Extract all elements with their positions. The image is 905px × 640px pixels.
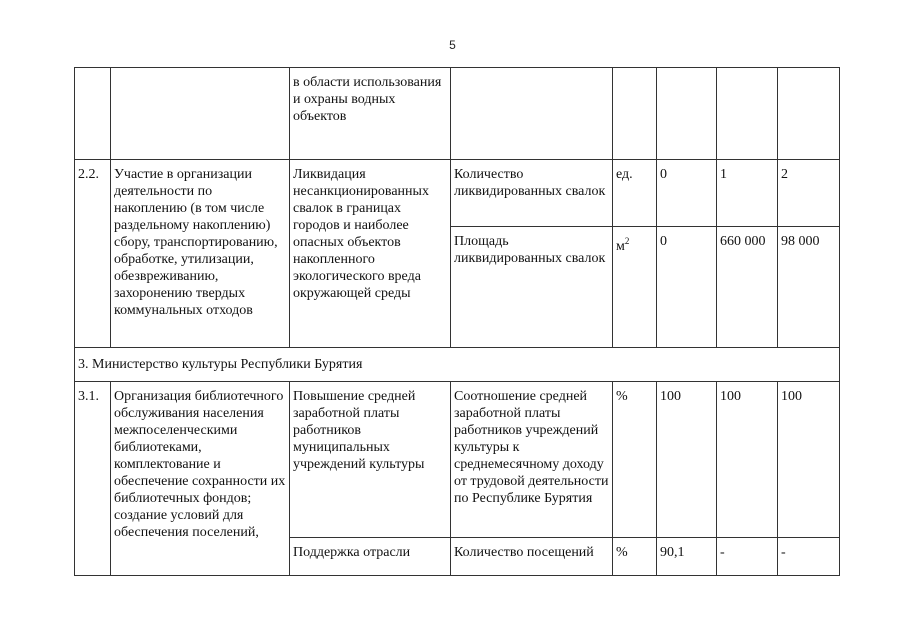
value-cell: -	[717, 538, 778, 576]
indicator-cell: Количество ликвидированных свалок	[451, 160, 613, 227]
table-cell	[657, 68, 717, 160]
value-cell: 1	[717, 160, 778, 227]
table-cell	[778, 68, 840, 160]
value-cell: 100	[778, 382, 840, 538]
value-cell: 90,1	[657, 538, 717, 576]
activity-cell: Организация библиотечного обслуживания населения межпоселенческими библиотеками, комплектование и обеспечение сохранности их библиотечных фондов; создание условий для обеспечения поселений,	[111, 382, 290, 576]
table-row	[75, 348, 840, 382]
table-row	[75, 160, 840, 227]
table-cell	[613, 68, 657, 160]
row-number: 2.2.	[75, 160, 111, 348]
page-number: 5	[449, 38, 456, 52]
table-cell	[451, 68, 613, 160]
table-row	[75, 382, 840, 538]
table-cell	[75, 68, 111, 160]
value-cell: -	[778, 538, 840, 576]
goal-cell: Ликвидация несанкционированных свалок в границах городов и наиболее опасных объектов накопленного экологического вреда окружающей среды	[290, 160, 451, 348]
goal-cell: Поддержка отрасли	[290, 538, 451, 576]
indicator-cell: Количество посещений	[451, 538, 613, 576]
table-cell	[717, 68, 778, 160]
value-cell: 0	[657, 160, 717, 227]
value-cell: 0	[657, 227, 717, 348]
table-row	[75, 68, 840, 160]
table-cell: в области использования и охраны водных объектов	[290, 68, 451, 160]
activity-cell: Участие в организации деятельности по накоплению (в том числе раздельному накоплению) сбору, транспортированию, обработке, утилизации, обезвреживанию, захоронению твердых коммунальных отходов	[111, 160, 290, 348]
table-cell	[111, 68, 290, 160]
row-number: 3.1.	[75, 382, 111, 576]
unit-superscript: 2	[624, 236, 630, 246]
unit-cell: ед.	[613, 160, 657, 227]
value-cell: 2	[778, 160, 840, 227]
value-cell: 98 000	[778, 227, 840, 348]
value-cell: 660 000	[717, 227, 778, 348]
indicator-cell: Площадь ликвидированных свалок	[451, 227, 613, 348]
indicator-cell: Соотношение средней заработной платы работников учреждений культуры к среднемесячному доходу от трудовой деятельности по Республике Бурятия	[451, 382, 613, 538]
goal-cell: Повышение средней заработной платы работников муниципальных учреждений культуры	[290, 382, 451, 538]
section-heading: 3. Министерство культуры Республики Бурятия	[75, 348, 840, 382]
unit-cell	[613, 227, 657, 348]
unit-base: м	[616, 239, 625, 254]
value-cell: 100	[717, 382, 778, 538]
unit-cell: %	[613, 538, 657, 576]
unit-cell: %	[613, 382, 657, 538]
value-cell: 100	[657, 382, 717, 538]
document-table	[74, 67, 840, 576]
